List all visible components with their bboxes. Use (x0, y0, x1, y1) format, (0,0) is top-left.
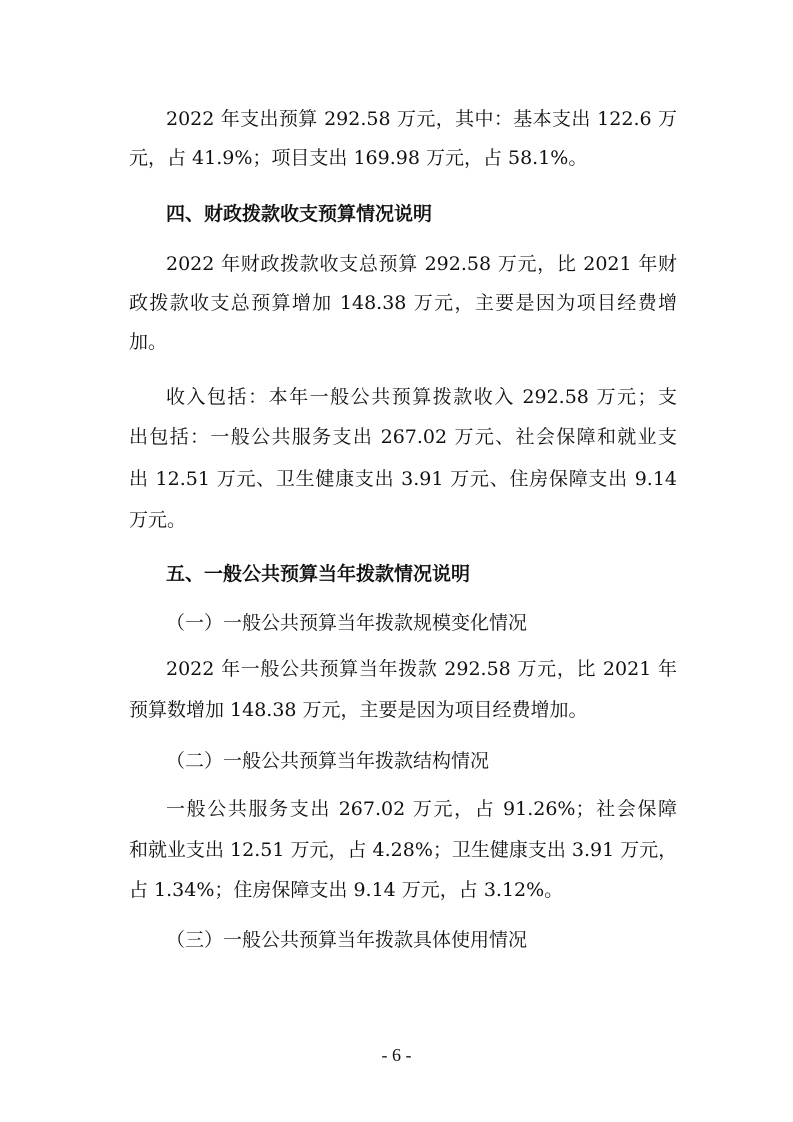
paragraph-line: 2022 年支出预算 292.58 万元，其中：基本支出 122.6 万 (166, 108, 677, 130)
paragraph-line: 占 1.34%；住房保障支出 9.14 万元，占 3.12%。 (129, 879, 564, 901)
paragraph-line: 收入包括：本年一般公共预算拨款收入 292.58 万元；支 (166, 386, 677, 408)
paragraph-line: 出包括：一般公共服务支出 267.02 万元、社会保障和就业支 (129, 426, 677, 448)
subsection-heading-3: （三）一般公共预算当年拨款具体使用情况 (166, 929, 528, 951)
paragraph-line: 预算数增加 148.38 万元，主要是因为项目经费增加。 (129, 699, 588, 721)
subsection-heading-1: （一）一般公共预算当年拨款规模变化情况 (166, 612, 528, 634)
paragraph-line: 2022 年财政拨款收支总预算 292.58 万元，比 2021 年财 (166, 253, 677, 275)
paragraph-line: 万元。 (129, 509, 187, 531)
paragraph-line: 出 12.51 万元、卫生健康支出 3.91 万元、住房保障支出 9.14 (129, 468, 677, 490)
section-heading-4: 四、财政拨款收支预算情况说明 (166, 203, 433, 225)
paragraph-line: 2022 年一般公共预算当年拨款 292.58 万元，比 2021 年 (166, 658, 677, 680)
subsection-heading-2: （二）一般公共预算当年拨款结构情况 (166, 750, 490, 772)
page-number: - 6 - (381, 1045, 412, 1065)
paragraph-line: 和就业支出 12.51 万元，占 4.28%；卫生健康支出 3.91 万元， (129, 839, 678, 861)
paragraph-line: 元，占 41.9%；项目支出 169.98 万元，占 58.1%。 (129, 147, 588, 169)
paragraph-line: 一般公共服务支出 267.02 万元，占 91.26%；社会保障 (166, 798, 677, 820)
paragraph-line: 加。 (129, 331, 168, 353)
section-heading-5: 五、一般公共预算当年拨款情况说明 (166, 563, 471, 585)
paragraph-line: 政拨款收支总预算增加 148.38 万元，主要是因为项目经费增 (129, 292, 677, 314)
